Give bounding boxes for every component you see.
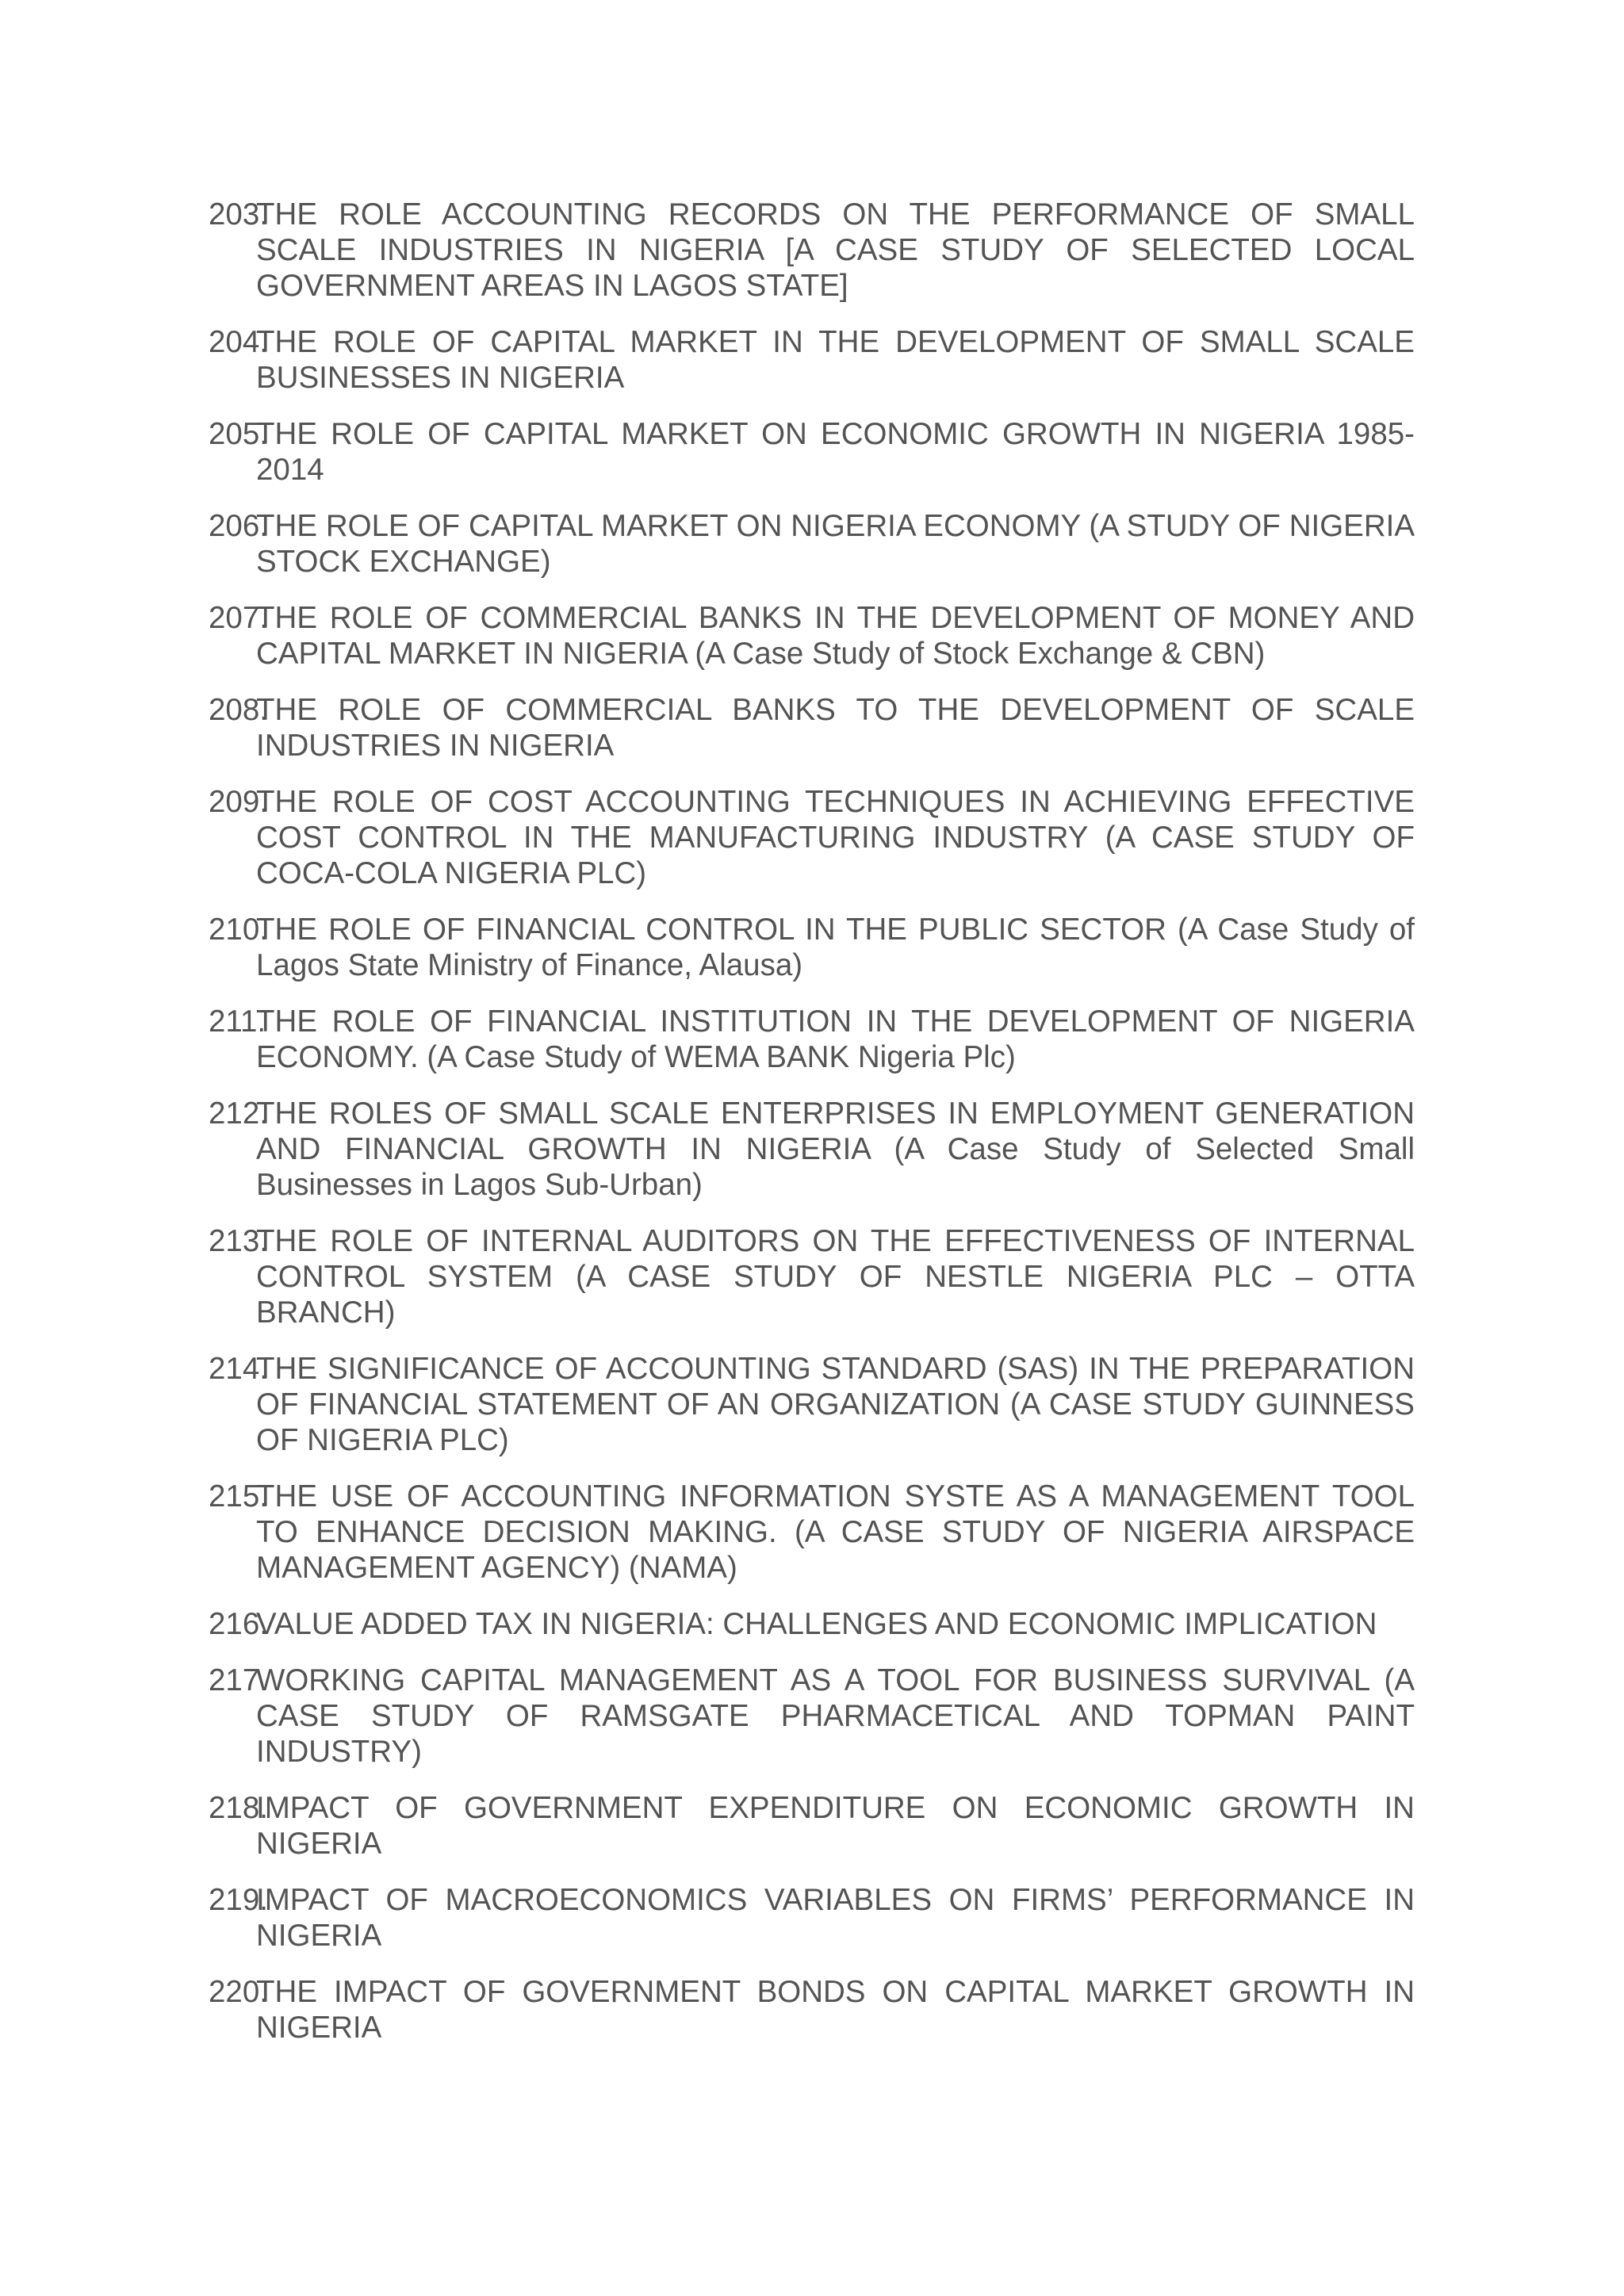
list-item xyxy=(209,692,1415,763)
list-item xyxy=(209,912,1415,983)
item-title: WORKING CAPITAL MANAGEMENT AS A TOOL FOR BUSINESS SURVIVAL (A CASE STUDY OF RAMSGATE PHARMACETICAL AND TOPMAN PAINT INDUSTRY) xyxy=(256,1663,1415,1769)
list-item xyxy=(209,1096,1415,1203)
item-number: 220. xyxy=(209,1975,268,2009)
item-number: 205. xyxy=(209,417,268,451)
item-number: 216. xyxy=(209,1607,268,1641)
item-title: THE IMPACT OF GOVERNMENT BONDS ON CAPITAL MARKET GROWTH IN NIGERIA xyxy=(256,1975,1415,2045)
list-item xyxy=(209,324,1415,396)
item-title: VALUE ADDED TAX IN NIGERIA: CHALLENGES AND ECONOMIC IMPLICATION xyxy=(256,1607,1377,1641)
item-number: 204. xyxy=(209,325,268,359)
list-item xyxy=(209,1663,1415,1770)
item-number: 215. xyxy=(209,1479,268,1513)
item-title: THE SIGNIFICANCE OF ACCOUNTING STANDARD (SAS) IN THE PREPARATION OF FINANCIAL STATEMENT OF AN ORGANIZATION (A CASE STUDY GUINNESS OF NIGERIA PLC) xyxy=(256,1352,1415,1457)
item-title: THE ROLE OF COMMERCIAL BANKS TO THE DEVELOPMENT OF SCALE INDUSTRIES IN NIGERIA xyxy=(256,693,1415,763)
list-item xyxy=(209,1882,1415,1954)
item-title: THE USE OF ACCOUNTING INFORMATION SYSTE AS A MANAGEMENT TOOL TO ENHANCE DECISION MAKING. (A CASE STUDY OF NIGERIA AIRSPACE MANAGEMENT AGENCY) (NAMA) xyxy=(256,1479,1415,1585)
item-title: IMPACT OF MACROECONOMICS VARIABLES ON FIRMS’ PERFORMANCE IN NIGERIA xyxy=(256,1883,1415,1953)
item-title: THE ROLE OF COST ACCOUNTING TECHNIQUES IN ACHIEVING EFFECTIVE COST CONTROL IN THE MANUFACTURING INDUSTRY (A CASE STUDY OF COCA-COLA NIGERIA PLC) xyxy=(256,785,1415,890)
list-item xyxy=(209,1479,1415,1586)
item-number: 210. xyxy=(209,913,268,947)
item-title: THE ROLE OF INTERNAL AUDITORS ON THE EFFECTIVENESS OF INTERNAL CONTROL SYSTEM (A CASE STUDY OF NESTLE NIGERIA PLC – OTTA BRANCH) xyxy=(256,1224,1415,1330)
item-number: 219. xyxy=(209,1883,268,1917)
topic-list xyxy=(209,197,1415,2066)
item-number: 212. xyxy=(209,1096,268,1131)
item-title: IMPACT OF GOVERNMENT EXPENDITURE ON ECONOMIC GROWTH IN NIGERIA xyxy=(256,1791,1415,1861)
item-title: THE ROLE OF FINANCIAL CONTROL IN THE PUBLIC SECTOR (A Case Study of Lagos State Ministry of Finance, Alausa) xyxy=(256,913,1415,982)
list-item xyxy=(209,1790,1415,1862)
item-number: 217. xyxy=(209,1663,268,1697)
item-title: THE ROLE OF COMMERCIAL BANKS IN THE DEVELOPMENT OF MONEY AND CAPITAL MARKET IN NIGERIA (A Case Study of Stock Exchange & CBN) xyxy=(256,601,1415,671)
item-number: 207. xyxy=(209,601,268,635)
list-item xyxy=(209,1004,1415,1075)
item-title: THE ROLES OF SMALL SCALE ENTERPRISES IN EMPLOYMENT GENERATION AND FINANCIAL GROWTH IN NIGERIA (A Case Study of Selected Small Businesses in Lagos Sub-Urban) xyxy=(256,1096,1415,1202)
item-number: 208. xyxy=(209,693,268,727)
list-item xyxy=(209,1974,1415,2045)
list-item xyxy=(209,600,1415,672)
item-title: THE ROLE OF CAPITAL MARKET ON NIGERIA ECONOMY (A STUDY OF NIGERIA STOCK EXCHANGE) xyxy=(256,509,1415,579)
list-item xyxy=(209,197,1415,304)
item-number: 203. xyxy=(209,197,268,232)
item-number: 218. xyxy=(209,1791,268,1825)
list-item xyxy=(209,1606,1415,1642)
item-number: 214. xyxy=(209,1352,268,1386)
item-number: 206. xyxy=(209,509,268,543)
item-title: THE ROLE ACCOUNTING RECORDS ON THE PERFORMANCE OF SMALL SCALE INDUSTRIES IN NIGERIA [A CASE STUDY OF SELECTED LOCAL GOVERNMENT AREAS IN LAGOS STATE] xyxy=(256,197,1415,303)
list-item xyxy=(209,416,1415,488)
item-title: THE ROLE OF CAPITAL MARKET ON ECONOMIC GROWTH IN NIGERIA 1985-2014 xyxy=(256,417,1415,487)
list-item xyxy=(209,1351,1415,1458)
list-item xyxy=(209,1223,1415,1330)
list-item xyxy=(209,784,1415,891)
item-number: 209. xyxy=(209,785,268,819)
item-title: THE ROLE OF FINANCIAL INSTITUTION IN THE DEVELOPMENT OF NIGERIA ECONOMY. (A Case Study of WEMA BANK Nigeria Plc) xyxy=(256,1004,1415,1074)
list-item xyxy=(209,508,1415,580)
item-number: 211. xyxy=(209,1004,266,1039)
item-number: 213. xyxy=(209,1224,268,1258)
item-title: THE ROLE OF CAPITAL MARKET IN THE DEVELOPMENT OF SMALL SCALE BUSINESSES IN NIGERIA xyxy=(256,325,1415,395)
